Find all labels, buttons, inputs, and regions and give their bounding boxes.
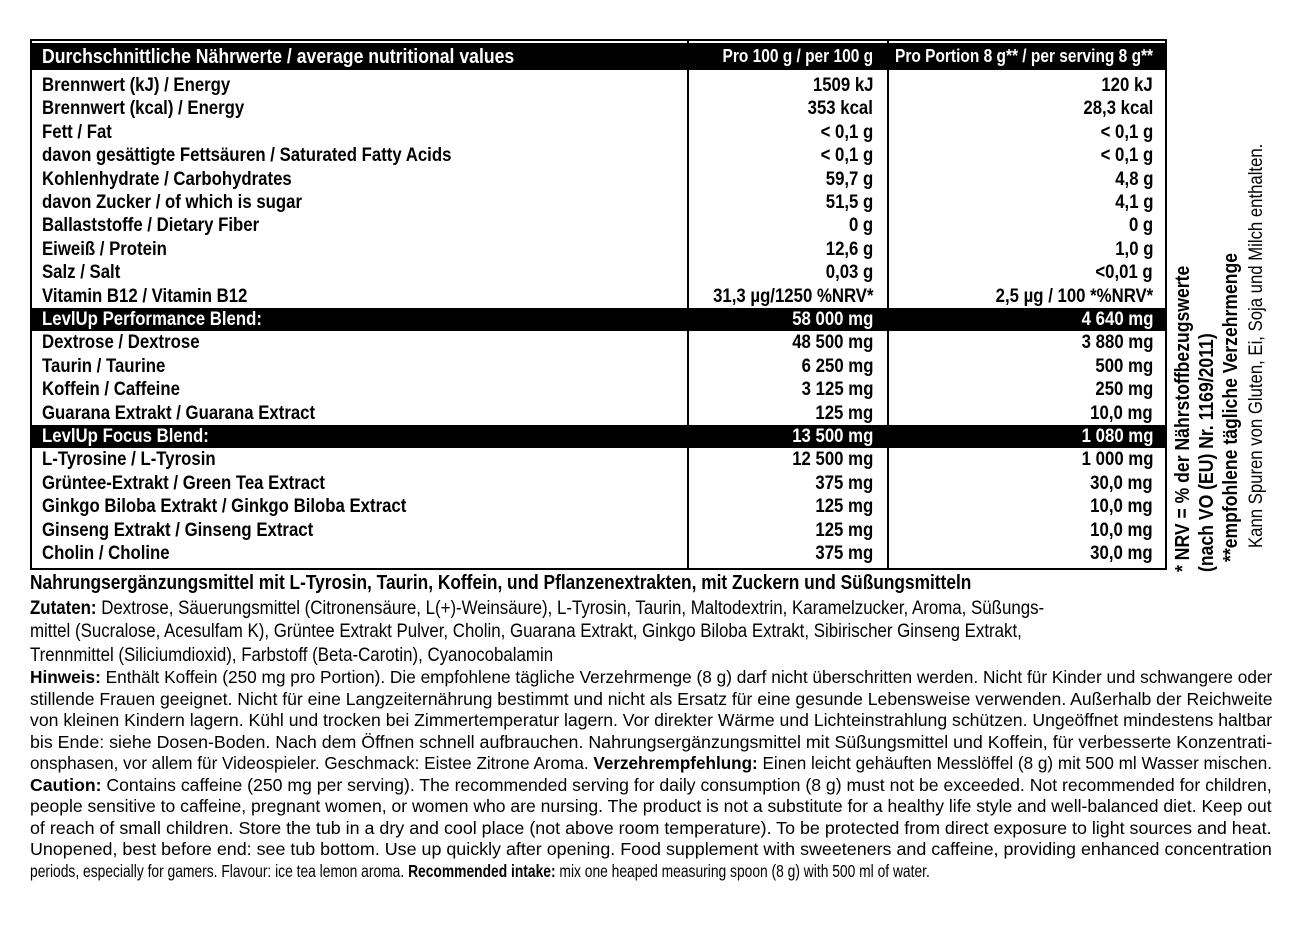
- table-row: [32, 285, 1165, 308]
- ingredients-label: Zutaten:: [30, 597, 97, 619]
- row-label: davon gesättigte Fettsäuren / Saturated Fatty Acids: [42, 144, 452, 167]
- value-per100: 125 mg: [815, 495, 873, 518]
- header-label: Durchschnittliche Nährwerte / average nutritional values: [42, 45, 515, 68]
- row-label: Salz / Salt: [42, 261, 121, 284]
- row-label: Cholin / Choline: [42, 542, 170, 564]
- row-label: Vitamin B12 / Vitamin B12: [42, 284, 248, 307]
- value-per100: 59,7 g: [825, 167, 873, 190]
- row-label: Grüntee-Extrakt / Green Tea Extract: [42, 471, 326, 494]
- value-per-serving: 0 g: [1128, 214, 1153, 237]
- value-per-serving: 30,0 mg: [1090, 471, 1153, 494]
- value-per-serving: 1 080 mg: [1081, 425, 1153, 447]
- table-row: [32, 144, 1165, 167]
- verzehrempfehlung-label: Verzehrempfehlung:: [593, 753, 758, 773]
- value-per-serving: 120 kJ: [1101, 74, 1153, 96]
- row-label: LevlUp Focus Blend:: [42, 425, 209, 447]
- value-per100: 353 kcal: [807, 97, 873, 120]
- value-per-serving: 4 640 mg: [1081, 308, 1153, 330]
- value-per100: 48 500 mg: [791, 331, 873, 354]
- value-per100: 3 125 mg: [801, 378, 873, 401]
- value-per100: 12 500 mg: [791, 448, 873, 471]
- table-row: [32, 472, 1165, 495]
- value-per-serving: 4,1 g: [1114, 191, 1153, 213]
- row-label: Ginseng Extrakt / Ginseng Extract: [42, 518, 314, 541]
- ingredients-block: Zutaten: Dextrose, Säuerungsmittel (Citronensäure, L(+)-Weinsäure), L-Tyrosin, Taurin, Maltodextrin, Karamelzucker, Aroma, Süßungs- mittel (Sucralose, Acesulfam K), Grüntee Extrakt Pulver, Cholin, Guarana Extrakt, Ginkgo Biloba Extrakt, Sibirischer Ginseng Extrakt, Trennmittel (Siliciumdioxid), Farbstoff (Beta-Carotin), Cyanocobalamin: [30, 597, 1045, 666]
- value-per-serving: 4,8 g: [1114, 167, 1153, 190]
- row-label: Brennwert (kcal) / Energy: [42, 97, 245, 120]
- row-label: Ginkgo Biloba Extrakt / Ginkgo Biloba Extract: [42, 495, 407, 518]
- table-row: [32, 402, 1165, 425]
- table-row: [32, 495, 1165, 518]
- row-label: LevlUp Performance Blend:: [42, 308, 262, 330]
- value-per-serving: 30,0 mg: [1090, 542, 1153, 564]
- value-per100: < 0,1 g: [820, 120, 873, 143]
- row-label: Eiweiß / Protein: [42, 237, 167, 260]
- value-per-serving: 10,0 mg: [1090, 495, 1153, 518]
- caution-label: Caution:: [30, 774, 102, 795]
- table-row: [32, 542, 1165, 565]
- table-row: [32, 355, 1165, 378]
- value-per100: 51,5 g: [825, 191, 873, 213]
- table-row: [32, 97, 1165, 120]
- value-per-serving: 1,0 g: [1114, 237, 1153, 260]
- value-per100: 12,6 g: [825, 237, 873, 260]
- table-row: [32, 261, 1165, 284]
- row-label: davon Zucker / of which is sugar: [42, 191, 303, 213]
- value-per100: 0 g: [848, 214, 873, 237]
- value-per-serving: 500 mg: [1095, 354, 1153, 377]
- value-per100: 375 mg: [815, 471, 873, 494]
- row-label: Brennwert (kJ) / Energy: [42, 74, 231, 96]
- row-label: Kohlenhydrate / Carbohydrates: [42, 167, 292, 190]
- value-per100: 31,3 µg/1250 %NRV*: [712, 284, 873, 307]
- header-per100: Pro 100 g / per 100 g: [722, 46, 873, 66]
- header-per-serving: Pro Portion 8 g** / per serving 8 g**: [894, 46, 1153, 66]
- table-row: [32, 214, 1165, 237]
- value-per100: < 0,1 g: [820, 144, 873, 167]
- value-per-serving: 10,0 mg: [1090, 401, 1153, 424]
- table-row: [32, 168, 1165, 191]
- table-header-row: [32, 43, 1165, 70]
- value-per100: 6 250 mg: [801, 354, 873, 377]
- value-per-serving: 250 mg: [1095, 378, 1153, 401]
- table-row: [32, 238, 1165, 261]
- regulation-note: (nach VO (EU) Nr. 1169/2011): [1196, 333, 1218, 572]
- value-per100: 13 500 mg: [791, 425, 873, 447]
- value-per100: 375 mg: [815, 542, 873, 564]
- table-row: [32, 121, 1165, 144]
- value-per-serving: 28,3 kcal: [1083, 97, 1153, 120]
- table-row: [32, 378, 1165, 401]
- row-label: Taurin / Taurine: [42, 354, 166, 377]
- value-per-serving: 2,5 µg / 100 *%NRV*: [995, 284, 1153, 307]
- value-per100: 125 mg: [815, 518, 873, 541]
- value-per100: 125 mg: [815, 401, 873, 424]
- value-per-serving: < 0,1 g: [1100, 120, 1153, 143]
- allergen-note: Kann Spuren von Gluten, Ei, Soja und Milch enthalten.: [1246, 143, 1267, 548]
- row-label: Koffein / Caffeine: [42, 378, 180, 401]
- value-per100: 1509 kJ: [812, 74, 873, 96]
- value-per-serving: <0,01 g: [1095, 261, 1153, 284]
- row-label: L-Tyrosine / L-Tyrosin: [42, 448, 216, 471]
- row-label: Fett / Fat: [42, 120, 112, 143]
- value-per100: 58 000 mg: [791, 308, 873, 330]
- row-label: Dextrose / Dextrose: [42, 331, 200, 354]
- table-row: [32, 448, 1165, 471]
- table-row: [32, 191, 1165, 214]
- table-row: [32, 519, 1165, 542]
- value-per-serving: 1 000 mg: [1081, 448, 1153, 471]
- hinweis-label: Hinweis:: [30, 667, 101, 687]
- nutrition-table: [30, 39, 1167, 570]
- value-per100: 0,03 g: [825, 261, 873, 284]
- row-label: Ballaststoffe / Dietary Fiber: [42, 214, 260, 237]
- notes-block: Hinweis: Enthält Koffein (250 mg pro Portion). Die empfohlene tägliche Verzehrmenge (8 g) darf nicht überschritten werden. Nicht für Kinder und schwangere oder stillende Frauen geeignet. Nicht für eine Langzeiternährung bestimmt und nicht als Ersatz für eine gesunde Lebensweise verwenden. Außerhalb der Reichweite von kleinen Kindern lagern. Kühl und trocken bei Zimmertemperatur lagern. Vor direkter Wärme und Lichteinstrahlung schützen. Ungeöffnet mindestens haltbar bis Ende: siehe Dosen-Boden. Nach dem Öffnen schnell aufbrauchen. Nahrungsergänzungsmittel mit Süßungsmittel und Koffein, für verbesserte Konzentrati- onsphasen, vor allem für Videospieler. Geschmack: Eistee Zitrone Aroma. Verzehrempfehlung: Einen leicht gehäuften Messlöffel (8 g) mit 500 ml Wasser mischen. Caution: Contains caffeine (250 mg per serving). The recommended serving for daily consumption (8 g) must not be exceeded. Not recommended for children, people sensitive to caffeine, pregnant women, or women who are nursing. The product is not a substitute for a healthy life style and well-balanced diet. Keep out of reach of small children. Store the tub in a dry and cool place (not above room temperature). To be protected from direct exposure to light sources and heat. Unopened, best before end: see tub bottom. Use up quickly after opening. Food supplement with sweeteners and caffeine, providing enhanced concentration periods, especially for gamers. Flavour: ice tea lemon aroma. Recommended intake: mix one heaped measuring spoon (8 g) with 500 ml of water.: [30, 667, 1273, 881]
- value-per-serving: 3 880 mg: [1081, 331, 1153, 354]
- value-per-serving: 10,0 mg: [1090, 518, 1153, 541]
- table-row: [32, 331, 1165, 354]
- recommended-note: **empfohlene tägliche Verzehrmenge: [1220, 252, 1242, 562]
- row-label: Guarana Extrakt / Guarana Extract: [42, 401, 316, 424]
- blend-row: [32, 425, 1165, 448]
- value-per-serving: < 0,1 g: [1100, 144, 1153, 167]
- nrv-note: * NRV = % der Nährstoffbezugswerte: [1172, 265, 1194, 572]
- recommended-intake-label: Recommended intake:: [408, 860, 556, 881]
- product-description: Nahrungsergänzungsmittel mit L-Tyrosin, Taurin, Koffein, und Pflanzenextrakten, mit Zuckern und Süßungsmitteln: [30, 572, 972, 594]
- table-row: [32, 74, 1165, 97]
- blend-row: [32, 308, 1165, 331]
